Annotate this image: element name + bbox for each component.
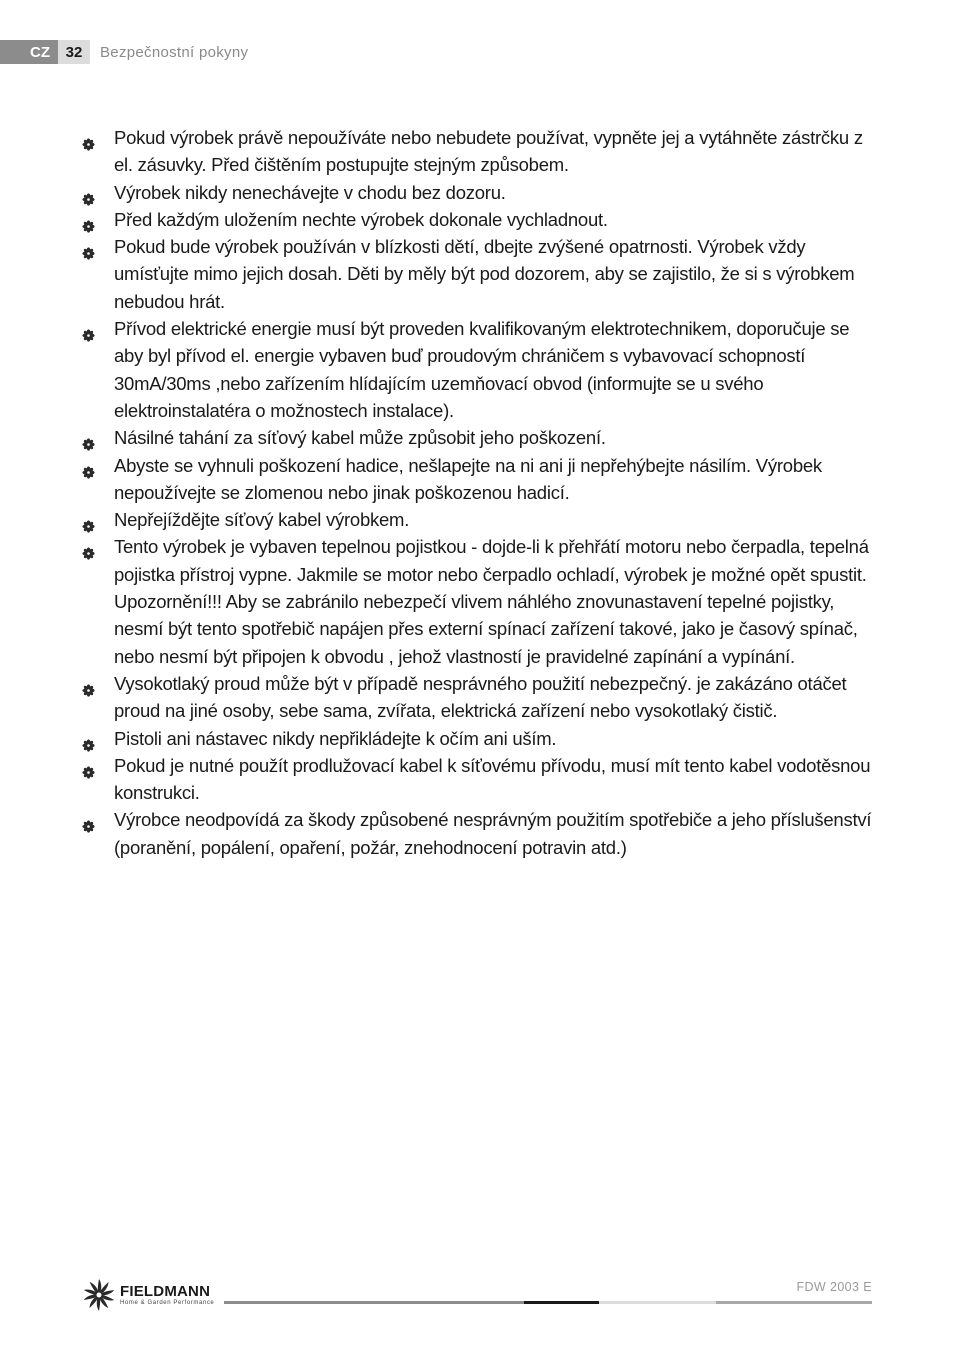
flower-bullet-icon bbox=[82, 540, 95, 553]
list-item-text: Pistoli ani nástavec nikdy nepřikládejte k očím ani uším. bbox=[114, 727, 557, 749]
flower-bullet-icon bbox=[82, 459, 95, 472]
list-item bbox=[80, 206, 880, 233]
safety-instructions-list bbox=[80, 124, 880, 861]
list-item-text: Pokud je nutné použít prodlužovací kabel k síťovému přívodu, musí mít tento kabel vodotěsnou konstrukci. bbox=[114, 754, 871, 804]
language-badge: CZ bbox=[0, 40, 58, 64]
list-item-text: Přívod elektrické energie musí být proveden kvalifikovaným elektrotechnikem, doporučuje se aby byl přívod el. energie vybaven buď proudovým chráničem s vybavovací schopností 30mA/30ms ,nebo zařízením hlídajícím uzemňovací obvod (informujte se u svého elektroinstalatéra o možnostech instalace). bbox=[114, 318, 850, 421]
list-item-text: Pokud bude výrobek používán v blízkosti dětí, dbejte zvýšené opatrnosti. Výrobek vždy umísťujte mimo jejich dosah. Děti by měly být pod dozorem, aby se zajistilo, že si s výrobkem nebudou hrát. bbox=[114, 236, 855, 312]
list-item bbox=[80, 670, 880, 725]
footer-rule-mid bbox=[716, 1301, 872, 1304]
list-item bbox=[80, 533, 880, 669]
flower-bullet-icon bbox=[82, 513, 95, 526]
list-item-text: Nepřejíždějte síťový kabel výrobkem. bbox=[114, 509, 410, 531]
flower-bullet-icon bbox=[82, 431, 95, 444]
flower-bullet-icon bbox=[82, 213, 95, 226]
footer-rule-gray bbox=[224, 1301, 524, 1304]
list-item-text: Vysokotlaký proud může být v případě nesprávného použití nebezpečný. je zakázáno otáčet proud na jiné osoby, sebe sama, zvířata, elektrická zařízení nebo vysokotlaký čistič. bbox=[114, 672, 847, 722]
footer-rule-light bbox=[599, 1301, 716, 1304]
list-item-text: Výrobce neodpovídá za škody způsobené nesprávným použitím spotřebiče a jeho příslušenství (poranění, popálení, opaření, požár, znehodnocení potravin atd.) bbox=[114, 809, 872, 858]
model-number: FDW 2003 E bbox=[796, 1280, 872, 1294]
brand-tagline: Home & Garden Performance bbox=[120, 1299, 215, 1306]
page-footer bbox=[0, 1270, 954, 1330]
list-item bbox=[80, 179, 880, 206]
flower-bullet-icon bbox=[82, 813, 95, 826]
list-item bbox=[80, 806, 880, 861]
list-item-text: Pokud výrobek právě nepoužíváte nebo nebudete používat, vypněte jej a vytáhněte zástrčku z el. zásuvky. Před čištěním postupujte stejným způsobem. bbox=[114, 127, 863, 176]
list-item bbox=[80, 424, 880, 451]
list-item-text: Abyste se vyhnuli poškození hadice, nešlapejte na ni ani ji nepřehýbejte násilím. Výrobek nepoužívejte se zlomenou nebo jinak poškozenou hadicí. bbox=[114, 454, 822, 503]
list-item bbox=[80, 124, 880, 179]
list-item-text: Před každým uložením nechte výrobek dokonale vychladnout. bbox=[114, 208, 608, 230]
list-item-text: Tento výrobek je vybaven tepelnou pojistkou - dojde-li k přehřátí motoru nebo čerpadla, tepelná pojistka přístroj vypne. Jakmile se motor nebo čerpadlo ochladí, výrobek je možné opět spustit. Upozornění!!! Aby se zabránilo nebezpečí vlivem náhlého znovunastavení tepelné pojistky, nesmí být tento spotřebič napájen přes externí spínací zařízení takové, jako je časový spínač, nebo nesmí být připojen k obvodu , jehož vlastností je pravidelné zapínání a vypínání. bbox=[114, 536, 869, 667]
list-item bbox=[80, 233, 880, 315]
flower-bullet-icon bbox=[82, 677, 95, 690]
list-item bbox=[80, 506, 880, 533]
list-item bbox=[80, 315, 880, 424]
page-number: 32 bbox=[58, 40, 90, 64]
fieldmann-flower-logo-icon bbox=[82, 1278, 116, 1312]
flower-bullet-icon bbox=[82, 759, 95, 772]
list-item bbox=[80, 452, 880, 507]
brand-name: FIELDMANN bbox=[120, 1282, 211, 1300]
page-header bbox=[0, 40, 248, 64]
section-title: Bezpečnostní pokyny bbox=[100, 43, 249, 61]
flower-bullet-icon bbox=[82, 186, 95, 199]
flower-bullet-icon bbox=[82, 732, 95, 745]
flower-bullet-icon bbox=[82, 131, 95, 144]
list-item bbox=[80, 725, 880, 752]
brand-logo bbox=[82, 1278, 214, 1312]
list-item-text: Násilné tahání za síťový kabel může způsobit jeho poškození. bbox=[114, 427, 606, 449]
flower-bullet-icon bbox=[82, 240, 95, 253]
list-item-text: Výrobek nikdy nenechávejte v chodu bez dozoru. bbox=[114, 181, 506, 203]
footer-rule-dark bbox=[524, 1301, 599, 1304]
list-item bbox=[80, 752, 880, 807]
flower-bullet-icon bbox=[82, 322, 95, 335]
